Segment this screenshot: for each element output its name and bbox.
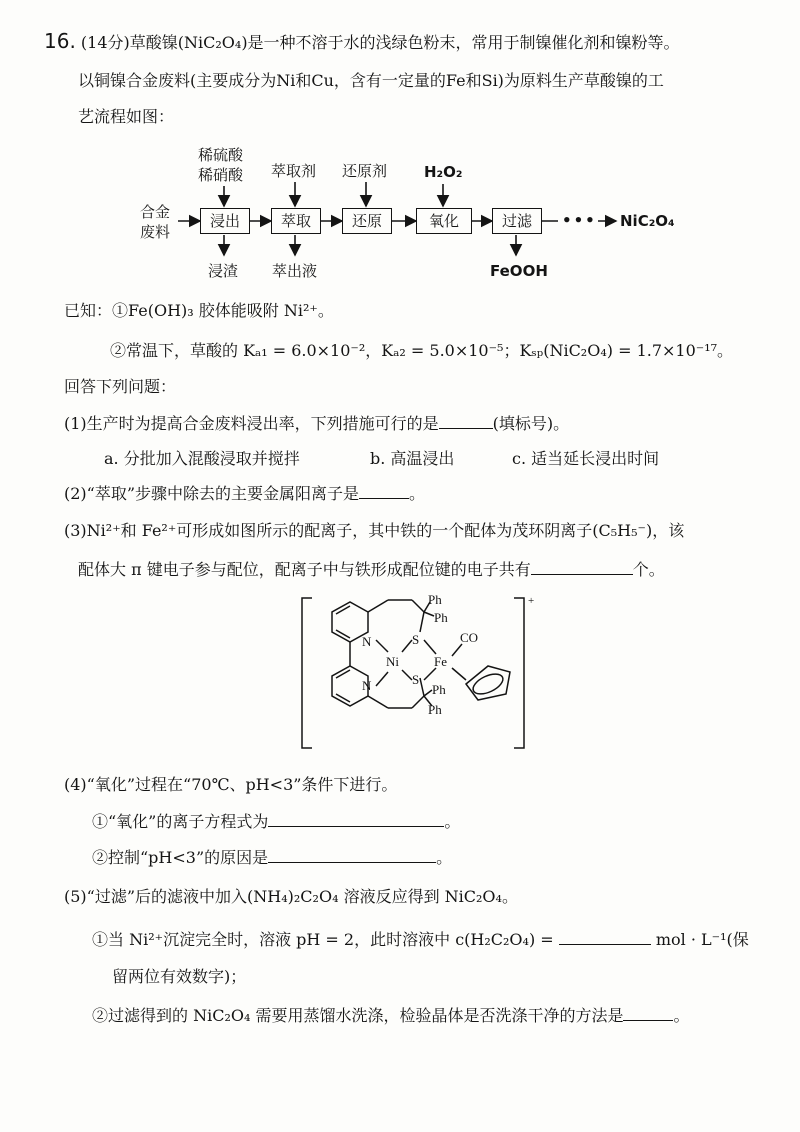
bracket-left (302, 598, 312, 748)
reagent-extractant: 萃取剂 (271, 162, 317, 180)
q2-text: (2)“萃取”步骤中除去的主要金属阳离子是 (64, 484, 360, 503)
ph-label-1: Ph (428, 592, 442, 607)
reagent-dilute-nitric: 稀硝酸 (198, 166, 244, 184)
intro-line-2: 以铜镍合金废料(主要成分为Ni和Cu，含有一定量的Fe和Si)为原料生产草酸镍的工 (78, 71, 664, 90)
flow-input-label-2: 废料 (140, 223, 171, 241)
flow-step-oxidize: 氧化 (416, 208, 472, 234)
atom-s-top: S (412, 632, 420, 647)
q4-sub-2-end: 。 (436, 848, 453, 867)
known-item-2: ②常温下，草酸的 Kₐ₁ = 6.0×10⁻²，Kₐ₂ = 5.0×10⁻⁵；Kₛₚ(NiC₂O₄) = 1.7×10⁻¹⁷。 (110, 341, 734, 360)
known-label: 已知： (64, 301, 113, 320)
flow-step-filter: 过滤 (492, 208, 542, 234)
atom-s-bottom: S (412, 672, 420, 687)
q1-option-c: c. 适当延长浸出时间 (512, 449, 660, 468)
flow-step-reduce: 还原 (342, 208, 392, 234)
q5-sub-2-text: ②过滤得到的 NiC₂O₄ 需要用蒸馏水洗涤，检验晶体是否洗涤干净的方法是 (92, 1006, 624, 1025)
reagent-h2o2: H₂O₂ (424, 163, 463, 181)
q4-sub-2-text: ②控制“pH<3”的原因是 (92, 848, 269, 867)
flow-input-label-1: 合金 (140, 203, 171, 221)
q1-option-b: b. 高温浸出 (370, 449, 455, 468)
bracket-right (514, 598, 524, 748)
q5-sub-1-line-2: 留两位有效数字)； (112, 967, 247, 986)
q4-sub-2 (92, 846, 452, 869)
q4-sub-1-blank[interactable] (268, 810, 444, 827)
q1-text-end: (填标号)。 (492, 414, 570, 433)
intro-line-1: 草酸镍(NiC₂O₄)是一种不溶于水的浅绿色粉末，常用于制镍催化剂和镍粉等。 (129, 33, 680, 52)
flow-step-extract: 萃取 (271, 208, 321, 234)
output-feooh: FeOOH (490, 262, 548, 280)
intro-line-3: 艺流程如图： (78, 107, 175, 126)
question-number: 16. (44, 29, 76, 53)
flow-product: NiC₂O₄ (620, 212, 675, 230)
reagent-reductant: 还原剂 (342, 162, 388, 180)
q2-text-end: 。 (409, 484, 426, 503)
q3-line-1: (3)Ni²⁺和 Fe²⁺可形成如图所示的配离子，其中铁的一个配体为茂环阴离子(C₅H₅⁻)，该 (64, 521, 685, 540)
q4-sub-2-blank[interactable] (268, 846, 436, 863)
q5-sub-1-blank[interactable] (559, 928, 651, 945)
answer-prompt: 回答下列问题： (64, 377, 177, 396)
q4-stem: (4)“氧化”过程在“70℃、pH<3”条件下进行。 (64, 775, 398, 794)
q3-text-end: 个。 (632, 560, 665, 579)
ph-label-3: Ph (432, 682, 446, 697)
q5-sub-1-text: ①当 Ni²⁺沉淀完全时，溶液 pH = 2，此时溶液中 c(H₂C₂O₄) = (92, 930, 554, 949)
output-leach-residue: 浸渣 (208, 262, 239, 280)
q5-sub-2-end: 。 (673, 1006, 690, 1025)
q4-sub-1-text: ①“氧化”的离子方程式为 (92, 812, 269, 831)
q5-stem: (5)“过滤”后的滤液中加入(NH₄)₂C₂O₄ 溶液反应得到 NiC₂O₄。 (64, 887, 518, 906)
known-fact-1: ①Fe(OH)₃ 胶体能吸附 Ni²⁺。 (112, 301, 334, 320)
atom-ni: Ni (386, 654, 399, 669)
ph-label-4: Ph (428, 702, 442, 717)
q3-text: 配体大 π 键电子参与配位，配离子中与铁形成配位键的电子共有 (78, 560, 531, 579)
charge-plus: + (528, 595, 535, 607)
cyclopentadienyl-ring (466, 666, 510, 700)
ligand-co: CO (460, 630, 479, 645)
q1-option-a: a. 分批加入混酸浸取并搅拌 (104, 449, 300, 468)
atom-n-top: N (362, 634, 372, 649)
q1-text: (1)生产时为提高合金废料浸出率，下列措施可行的是 (64, 414, 439, 433)
q4-sub-1-end: 。 (444, 812, 461, 831)
atom-n-bottom: N (362, 678, 372, 693)
q5-sub-2-blank[interactable] (623, 1004, 673, 1021)
flow-step-leach: 浸出 (200, 208, 250, 234)
flow-ellipsis: ••• (562, 211, 597, 229)
question-score: (14分) (80, 33, 130, 52)
q5-sub-1 (92, 928, 749, 951)
output-extract-liquid: 萃出液 (272, 262, 318, 280)
q4-sub-1 (92, 810, 460, 833)
atom-fe: Fe (434, 654, 447, 669)
q5-sub-1-unit: mol · L⁻¹(保 (655, 930, 749, 949)
ph-label-2: Ph (434, 610, 448, 625)
q5-sub-2 (92, 1004, 690, 1027)
reagent-dilute-sulfuric: 稀硫酸 (198, 146, 244, 164)
